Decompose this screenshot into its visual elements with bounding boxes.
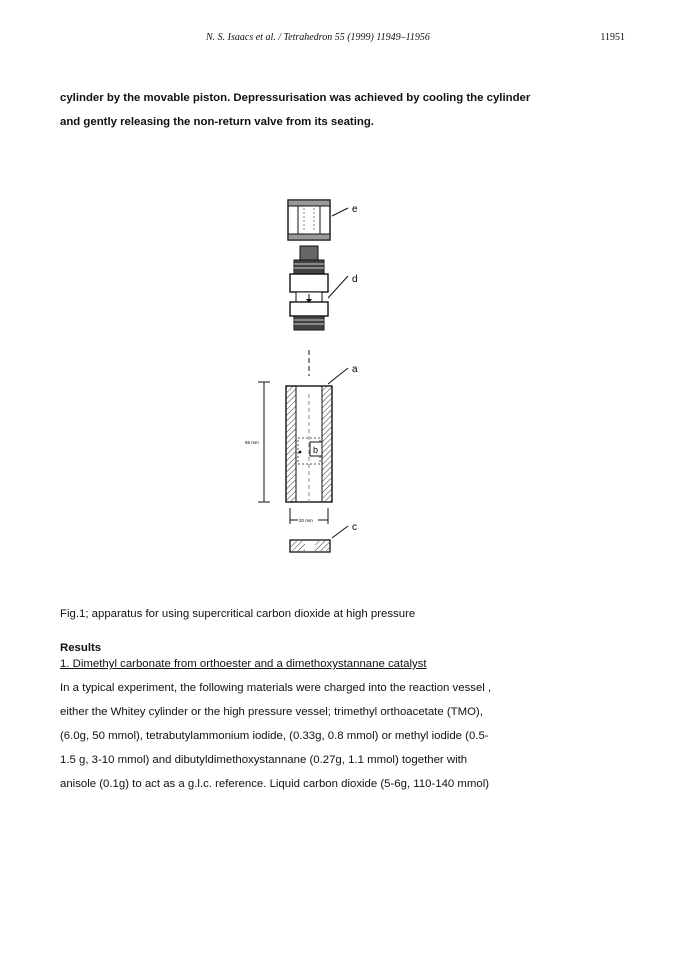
- cap-nut-e: [288, 200, 348, 240]
- results-heading: Results: [60, 642, 102, 654]
- dim-width-label: 20 mm: [299, 518, 313, 523]
- label-e: e: [352, 204, 358, 215]
- height-dimension: [258, 382, 270, 502]
- results-line-3: (6.0g, 50 mmol), tetrabutylammonium iodide, (0.33g, 0.8 mmol) or methyl iodide (0.5-: [60, 730, 489, 742]
- dim-height-label: 65 mm: [245, 440, 259, 445]
- figure-caption: Fig.1; apparatus for using supercritical carbon dioxide at high pressure: [60, 608, 416, 620]
- running-title: N. S. Isaacs et al. / Tetrahedron 55 (1999) 11949–11956: [206, 32, 430, 43]
- apparatus-drawing: [240, 190, 400, 560]
- results-line-1: In a typical experiment, the following materials were charged into the reaction vessel ,: [60, 682, 492, 694]
- page-number: 11951: [600, 32, 625, 43]
- piston-b: [298, 438, 322, 464]
- label-d: d: [352, 274, 358, 285]
- intro-line-2: and gently releasing the non-return valve from its seating.: [60, 116, 374, 128]
- results-line-2: either the Whitey cylinder or the high pressure vessel; trimethyl orthoacetate (TMO),: [60, 706, 483, 718]
- results-subheading: 1. Dimethyl carbonate from orthoester and a dimethoxystannane catalyst: [60, 658, 427, 670]
- label-b: b: [313, 445, 319, 455]
- results-line-5: anisole (0.1g) to act as a g.l.c. reference. Liquid carbon dioxide (5-6g, 110-140 mmol): [60, 778, 490, 790]
- running-header: [0, 32, 692, 48]
- results-line-4: 1.5 g, 3-10 mmol) and dibutyldimethoxystannane (0.27g, 1.1 mmol) together with: [60, 754, 468, 766]
- valve-fitting-d: [290, 246, 348, 330]
- label-a: a: [352, 364, 358, 375]
- apparatus-figure: [240, 190, 400, 560]
- label-c: c: [352, 522, 357, 533]
- intro-line-1: cylinder by the movable piston. Depressurisation was achieved by cooling the cylinder: [60, 92, 531, 104]
- cylinder-body-a: [286, 368, 348, 502]
- base-plug-c: [290, 526, 348, 552]
